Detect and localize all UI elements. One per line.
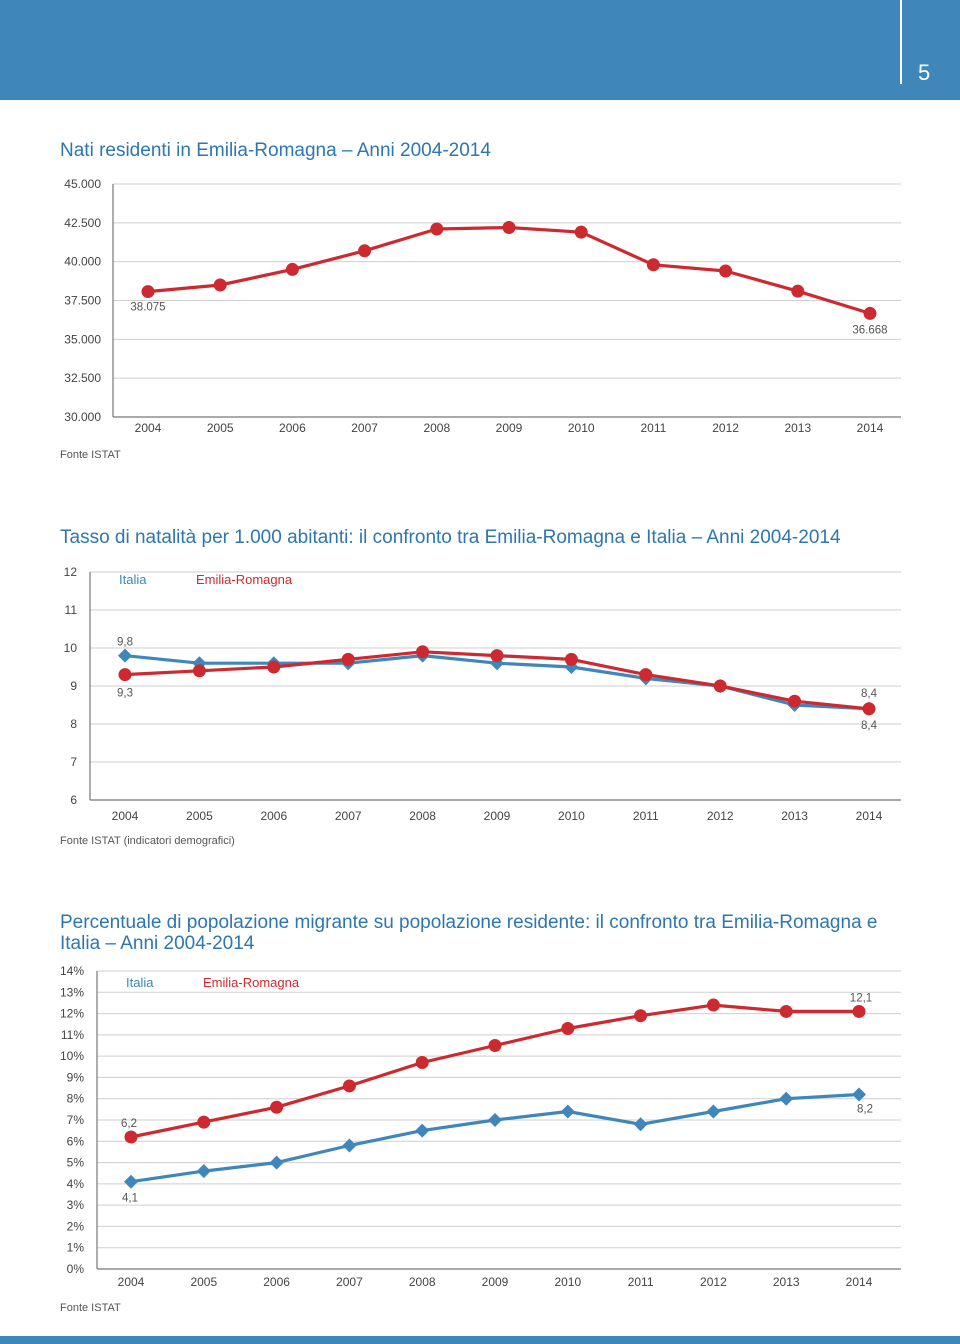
- data-point-marker: [714, 680, 727, 693]
- data-point-marker: [415, 1124, 429, 1138]
- data-point-marker: [118, 649, 132, 663]
- data-point-marker: [561, 1104, 575, 1118]
- x-tick-label: 2010: [558, 809, 585, 823]
- data-label: 4,1: [122, 1192, 138, 1205]
- x-tick-label: 2007: [334, 809, 362, 823]
- y-tick-label: 42.500: [64, 215, 101, 230]
- migrant-share-line-chart: [0, 958, 960, 1298]
- data-point-marker: [565, 653, 578, 666]
- y-tick-label: 6: [70, 793, 77, 807]
- y-tick-label: 9%: [66, 1070, 84, 1085]
- y-tick-label: 0%: [66, 1262, 84, 1276]
- x-tick-label: 2013: [784, 421, 812, 435]
- y-tick-label: 12%: [59, 1006, 84, 1021]
- y-tick-label: 8: [70, 717, 77, 731]
- data-point-marker: [853, 1005, 866, 1018]
- x-tick-label: 2013: [772, 1275, 800, 1289]
- data-point-marker: [342, 653, 355, 666]
- data-point-marker: [270, 1156, 284, 1170]
- y-tick-label: 14%: [59, 964, 84, 978]
- births-line-chart: [0, 170, 960, 470]
- data-point-marker: [416, 1056, 429, 1069]
- chart-2-source: Fonte ISTAT (indicatori demografici): [60, 835, 235, 847]
- y-tick-label: 5%: [66, 1155, 84, 1170]
- data-point-marker: [503, 221, 516, 234]
- x-tick-label: 2004: [134, 421, 162, 435]
- x-tick-label: 2007: [351, 421, 378, 435]
- data-point-marker: [342, 1139, 356, 1153]
- data-point-marker: [647, 258, 660, 271]
- data-point-marker: [634, 1117, 648, 1131]
- data-point-marker: [491, 649, 504, 662]
- data-point-marker: [125, 1131, 138, 1144]
- x-tick-label: 2005: [186, 809, 213, 823]
- y-tick-label: 10%: [59, 1049, 84, 1064]
- y-tick-label: 9: [70, 679, 77, 693]
- y-tick-label: 7%: [66, 1113, 84, 1127]
- legend-entry: Emilia-Romagna: [196, 572, 293, 587]
- y-tick-label: 2%: [66, 1219, 84, 1234]
- data-point-marker: [214, 278, 227, 291]
- x-tick-label: 2011: [627, 1275, 654, 1289]
- data-point-marker: [286, 263, 299, 276]
- x-tick-label: 2009: [481, 1275, 509, 1289]
- x-tick-label: 2010: [567, 421, 595, 435]
- x-tick-label: 2006: [279, 421, 306, 435]
- x-tick-label: 2005: [190, 1275, 218, 1289]
- data-point-marker: [634, 1009, 647, 1022]
- data-label: 38.075: [130, 301, 166, 314]
- y-tick-label: 7: [70, 755, 77, 769]
- data-label: 8,2: [857, 1103, 873, 1116]
- y-tick-label: 35.000: [64, 332, 101, 347]
- x-tick-label: 2005: [206, 421, 234, 435]
- x-tick-label: 2012: [712, 421, 739, 435]
- y-tick-label: 8%: [66, 1091, 84, 1106]
- data-point-marker: [706, 1104, 720, 1118]
- y-tick-label: 3%: [66, 1198, 84, 1213]
- x-tick-label: 2004: [111, 809, 139, 823]
- data-point-marker: [791, 285, 804, 298]
- data-point-marker: [779, 1092, 793, 1106]
- data-label: 9,3: [117, 687, 133, 700]
- x-tick-label: 2014: [856, 421, 884, 435]
- y-tick-label: 45.000: [64, 177, 101, 191]
- x-tick-label: 2011: [640, 421, 667, 435]
- y-tick-label: 30.000: [64, 410, 101, 424]
- data-point-marker: [416, 645, 429, 658]
- x-tick-label: 2012: [706, 809, 734, 823]
- header-separator: [900, 0, 902, 84]
- y-tick-label: 11%: [60, 1027, 84, 1042]
- data-label: 36.668: [852, 324, 888, 337]
- x-tick-label: 2010: [554, 1275, 582, 1289]
- data-point-marker: [193, 664, 206, 677]
- legend-entry: Emilia-Romagna: [203, 975, 300, 990]
- x-tick-label: 2006: [260, 809, 288, 823]
- data-point-marker: [430, 223, 443, 236]
- x-tick-label: 2006: [263, 1275, 290, 1289]
- y-tick-label: 4%: [66, 1176, 84, 1191]
- x-tick-label: 2008: [423, 421, 451, 435]
- data-point-marker: [489, 1039, 502, 1052]
- data-label: 12,1: [849, 992, 873, 1005]
- y-tick-label: 12: [63, 565, 77, 579]
- x-tick-label: 2013: [781, 809, 808, 823]
- data-point-marker: [707, 999, 720, 1012]
- data-point-marker: [719, 264, 732, 277]
- x-tick-label: 2007: [336, 1275, 363, 1289]
- chart-2-title: Tasso di natalità per 1.000 abitanti: il confronto tra Emilia-Romagna e Italia – Anni 2004-2014: [60, 527, 841, 548]
- page-header-bar: [0, 0, 960, 100]
- data-label: 8,4: [861, 687, 877, 700]
- y-tick-label: 1%: [66, 1240, 84, 1255]
- legend-entry: Italia: [126, 975, 154, 990]
- x-tick-label: 2014: [845, 1275, 873, 1289]
- y-tick-label: 37.500: [64, 293, 101, 308]
- data-point-marker: [852, 1087, 866, 1101]
- data-label: 6,2: [121, 1118, 137, 1131]
- data-point-marker: [124, 1175, 138, 1189]
- data-point-marker: [119, 668, 132, 681]
- data-point-marker: [561, 1022, 574, 1035]
- data-point-marker: [267, 661, 280, 674]
- data-point-marker: [142, 285, 155, 298]
- y-tick-label: 10: [63, 641, 77, 655]
- x-tick-label: 2004: [117, 1275, 145, 1289]
- data-point-marker: [343, 1079, 356, 1092]
- x-tick-label: 2008: [408, 1275, 436, 1289]
- chart-3-title: Percentuale di popolazione migrante su popolazione residente: il confronto tra Emilia-Romagna e Italia – Anni 2004-2014: [60, 912, 878, 954]
- data-point-marker: [197, 1116, 210, 1129]
- data-point-marker: [639, 668, 652, 681]
- data-point-marker: [788, 695, 801, 708]
- chart-1-source: Fonte ISTAT: [60, 449, 121, 461]
- data-label: 8,4: [861, 719, 877, 732]
- x-tick-label: 2008: [409, 809, 436, 823]
- data-point-marker: [864, 307, 877, 320]
- data-label: 9,8: [117, 636, 133, 649]
- y-tick-label: 32.500: [64, 371, 101, 386]
- page-footer-bar: [0, 1336, 960, 1344]
- birth-rate-line-chart: [0, 555, 960, 835]
- y-tick-label: 40.000: [64, 254, 101, 269]
- data-point-marker: [575, 226, 588, 239]
- x-tick-label: 2009: [483, 809, 511, 823]
- y-tick-label: 6%: [66, 1134, 84, 1149]
- chart-3-source: Fonte ISTAT: [60, 1302, 121, 1314]
- data-point-marker: [780, 1005, 793, 1018]
- x-tick-label: 2009: [495, 421, 523, 435]
- legend-entry: Italia: [119, 572, 147, 587]
- data-point-marker: [488, 1113, 502, 1127]
- x-tick-label: 2011: [632, 809, 659, 823]
- x-tick-label: 2014: [855, 809, 883, 823]
- series-line: [131, 1095, 859, 1182]
- y-tick-label: 11: [64, 603, 77, 617]
- chart-1-title: Nati residenti in Emilia-Romagna – Anni 2004-2014: [60, 140, 491, 161]
- data-point-marker: [270, 1101, 283, 1114]
- data-point-marker: [197, 1164, 211, 1178]
- page-number: 5: [918, 60, 931, 85]
- x-tick-label: 2012: [700, 1275, 727, 1289]
- data-point-marker: [863, 702, 876, 715]
- data-point-marker: [358, 244, 371, 257]
- y-tick-label: 13%: [59, 985, 84, 1000]
